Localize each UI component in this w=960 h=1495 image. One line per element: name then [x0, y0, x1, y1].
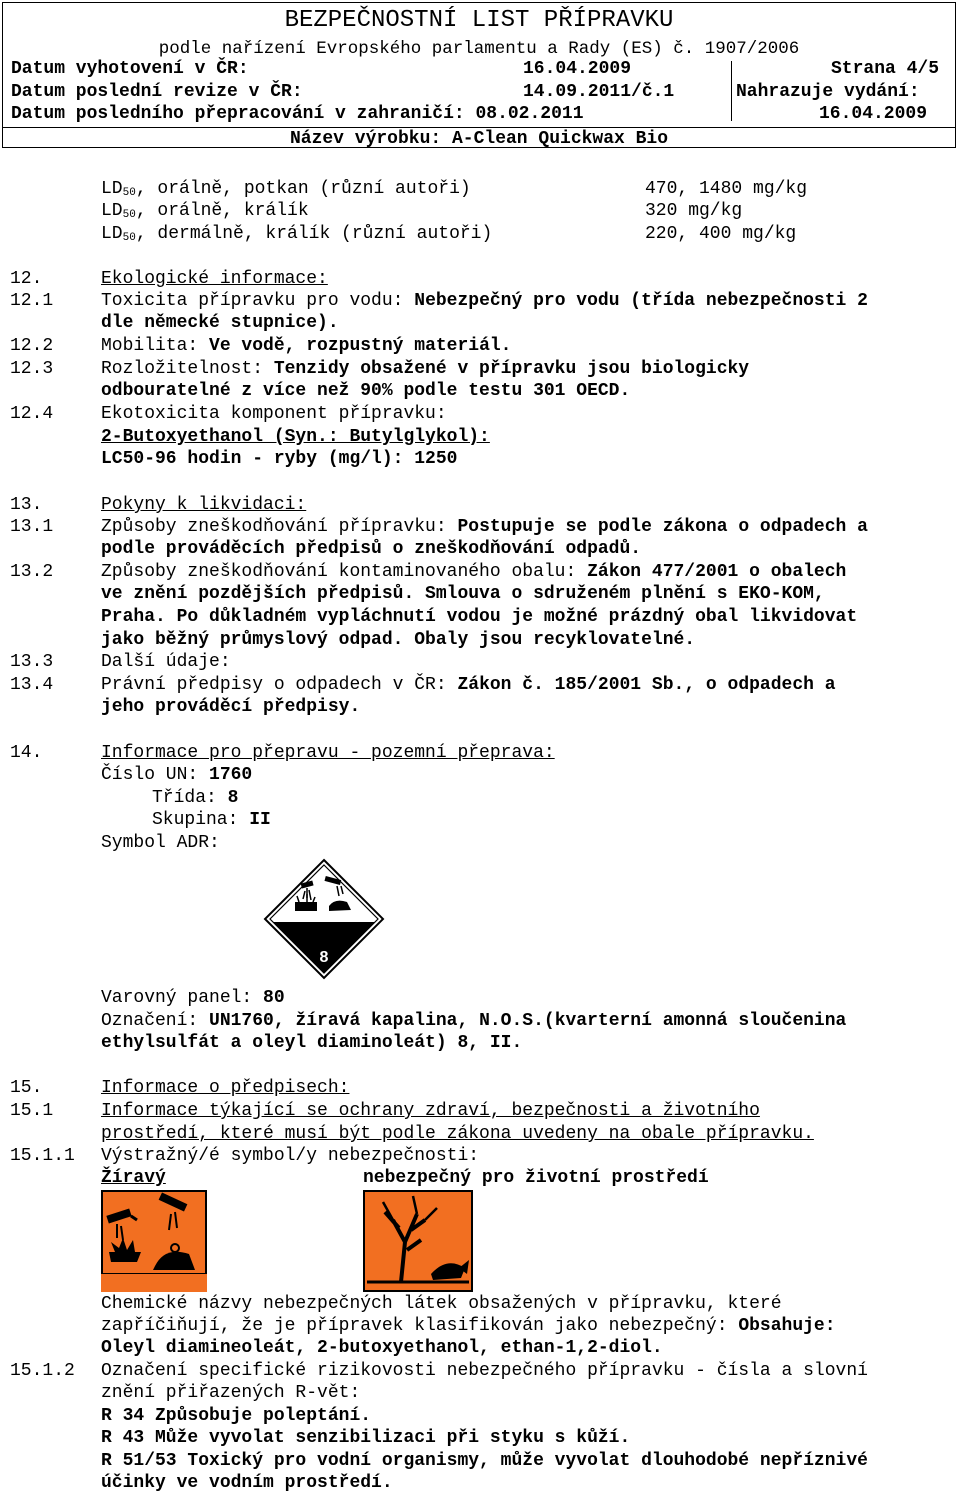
- subsection-number: 13.4: [10, 675, 54, 695]
- header-divider: [731, 61, 732, 121]
- section-title: Informace o předpisech:: [101, 1078, 350, 1098]
- risk-phrase: R 43 Může vyvolat senzibilizaci při styku s kůží.: [101, 1428, 631, 1448]
- degradability-cont: odbouratelné z více než 90% podle testu 301 OECD.: [101, 381, 631, 401]
- risk-phrases-label-cont: znění přiřazených R-vět:: [101, 1383, 361, 1403]
- document-title: BEZPEČNOSTNÍ LIST PŘÍPRAVKU: [284, 7, 674, 34]
- waste-law: Právní předpisy o odpadech v ČR: Zákon č. 185/2001 Sb., o odpadech a: [101, 675, 836, 695]
- ld50-row: $LD_{50}$, orálně, králík: [101, 201, 309, 221]
- chemical-list: Oleyl diamineoleát, 2-butoxyethanol, ethan-1,2-diol.: [101, 1338, 663, 1358]
- risk-phrase: R 51/53 Toxický pro vodní organismy, může vyvolat dlouhodobé nepříznivé: [101, 1451, 868, 1471]
- disposal-packaging-cont: ve znění pozdějších předpisů. Smlouva o sdruženém plnění s EKO-KOM,: [101, 584, 825, 604]
- revision-date-label: Datum poslední revize v ČR:: [11, 82, 303, 102]
- mobility: Mobilita: Ve vodě, rozpustný materiál.: [101, 336, 512, 356]
- aquatic-toxicity-cont: dle německé stupnice).: [101, 313, 339, 333]
- document-header: [2, 2, 956, 148]
- ld50-row: $LD_{50}$, orálně, potkan (různí autoři): [101, 179, 471, 199]
- symbol-environment-label: nebezpečný pro životní prostředí: [363, 1168, 709, 1188]
- aquatic-toxicity: Toxicita přípravku pro vodu: Nebezpečný pro vodu (třída nebezpečnosti 2: [101, 291, 868, 311]
- subsection-number: 13.3: [10, 652, 54, 672]
- product-name: Název výrobku: A-Clean Quickwax Bio: [289, 129, 669, 149]
- transport-marking-cont: ethylsulfát a oleyl diaminoleát) 8, II.: [101, 1033, 523, 1053]
- subsection-number: 12.3: [10, 359, 54, 379]
- subsection-number: 12.2: [10, 336, 54, 356]
- regulatory-info-cont: prostředí, které musí být podle zákona uvedeny na obale přípravku.: [101, 1124, 814, 1144]
- transport-marking: Označení: UN1760, žíravá kapalina, N.O.S.(kvarterní amonná sloučenina: [101, 1011, 847, 1031]
- ld50-value: 320 mg/kg: [645, 201, 743, 221]
- section-title: Ekologické informace:: [101, 269, 328, 289]
- document-subtitle: podle nařízení Evropského parlamentu a Rady (ES) č. 1907/2006: [158, 39, 800, 59]
- ld50-value: 220, 400 mg/kg: [645, 224, 797, 244]
- replaces-label: Nahrazuje vydání:: [736, 82, 920, 102]
- adr-class-number: 8: [319, 949, 329, 966]
- subsection-number: 15.1.2: [10, 1361, 75, 1381]
- chemical-names: Chemické názvy nebezpečných látek obsažených v přípravku, které: [101, 1294, 782, 1314]
- environment-hazard-icon: [363, 1190, 473, 1292]
- symbol-corrosive-label: Žíravý: [101, 1168, 166, 1188]
- disposal-packaging: Způsoby zneškodňování kontaminovaného obalu: Zákon 477/2001 o obalech: [101, 562, 847, 582]
- section-number: 12.: [10, 269, 43, 289]
- subsection-number: 13.2: [10, 562, 54, 582]
- section-title: Pokyny k likvidaci:: [101, 495, 307, 515]
- foreign-revision-date: Datum posledního přepracování v zahraničí: 08.02.2011: [11, 104, 584, 124]
- risk-phrase-cont: účinky ve vodním prostředí.: [101, 1473, 393, 1493]
- replaces-value: 16.04.2009: [819, 104, 928, 124]
- section-number: 13.: [10, 495, 43, 515]
- risk-phrases-label: Označení specifické rizikovosti nebezpečného přípravku - čísla a slovní: [101, 1361, 868, 1381]
- section-number: 15.: [10, 1078, 43, 1098]
- waste-law-cont: jeho prováděcí předpisy.: [101, 697, 361, 717]
- subsection-number: 15.1.1: [10, 1146, 75, 1166]
- disposal-packaging-cont: Praha. Po důkladném vypláchnutí vodou je možné prázdný obal likvidovat: [101, 607, 858, 627]
- un-number: Číslo UN: 1760: [101, 765, 253, 785]
- corrosive-icon: [101, 1190, 207, 1292]
- packing-group: Skupina: II: [152, 810, 271, 830]
- section-number: 14.: [10, 743, 43, 763]
- ld50-value: 470, 1480 mg/kg: [645, 179, 808, 199]
- degradability: Rozložitelnost: Tenzidy obsažené v přípravku jsou biologicky: [101, 359, 750, 379]
- risk-phrase: R 34 Způsobuje poleptání.: [101, 1406, 372, 1426]
- subsection-number: 15.1: [10, 1101, 54, 1121]
- other-info: Další údaje:: [101, 652, 231, 672]
- created-date-value: 16.04.2009: [523, 59, 632, 79]
- section-title: Informace pro přepravu - pozemní přeprava:: [101, 743, 555, 763]
- regulatory-info: Informace týkající se ochrany zdraví, bezpečnosti a životního: [101, 1101, 760, 1121]
- hazard-symbols-label: Výstražný/é symbol/y nebezpečnosti:: [101, 1146, 480, 1166]
- ecotoxicity: Ekotoxicita komponent přípravku:: [101, 404, 447, 424]
- page-number: Strana 4/5: [831, 59, 940, 79]
- created-date-label: Datum vyhotovení v ČR:: [11, 59, 249, 79]
- ld50-row: $LD_{50}$, dermálně, králík (různí autoři): [101, 224, 493, 244]
- disposal-packaging-cont: jako běžný průmyslový odpad. Obaly jsou recyklovatelné.: [101, 630, 696, 650]
- disposal-product-cont: podle prováděcích předpisů o zneškodňování odpadů.: [101, 539, 642, 559]
- hazard-class: Třída: 8: [152, 788, 239, 808]
- warning-panel: Varovný panel: 80: [101, 988, 285, 1008]
- component-name: 2-Butoxyethanol (Syn.: Butylglykol):: [101, 427, 490, 447]
- subsection-number: 12.4: [10, 404, 54, 424]
- subsection-number: 13.1: [10, 517, 54, 537]
- adr-symbol-label: Symbol ADR:: [101, 833, 220, 853]
- header-rule: [3, 127, 955, 128]
- chemical-names-cont: zapříčiňují, že je přípravek klasifikován jako nebezpečný: Obsahuje:: [101, 1316, 836, 1336]
- revision-date-value: 14.09.2011/č.1: [523, 82, 675, 102]
- lc50-value: LC50-96 hodin - ryby (mg/l): 1250: [101, 449, 458, 469]
- subsection-number: 12.1: [10, 291, 54, 311]
- disposal-product: Způsoby zneškodňování přípravku: Postupuje se podle zákona o odpadech a: [101, 517, 868, 537]
- adr-corrosive-diamond-icon: [263, 858, 385, 980]
